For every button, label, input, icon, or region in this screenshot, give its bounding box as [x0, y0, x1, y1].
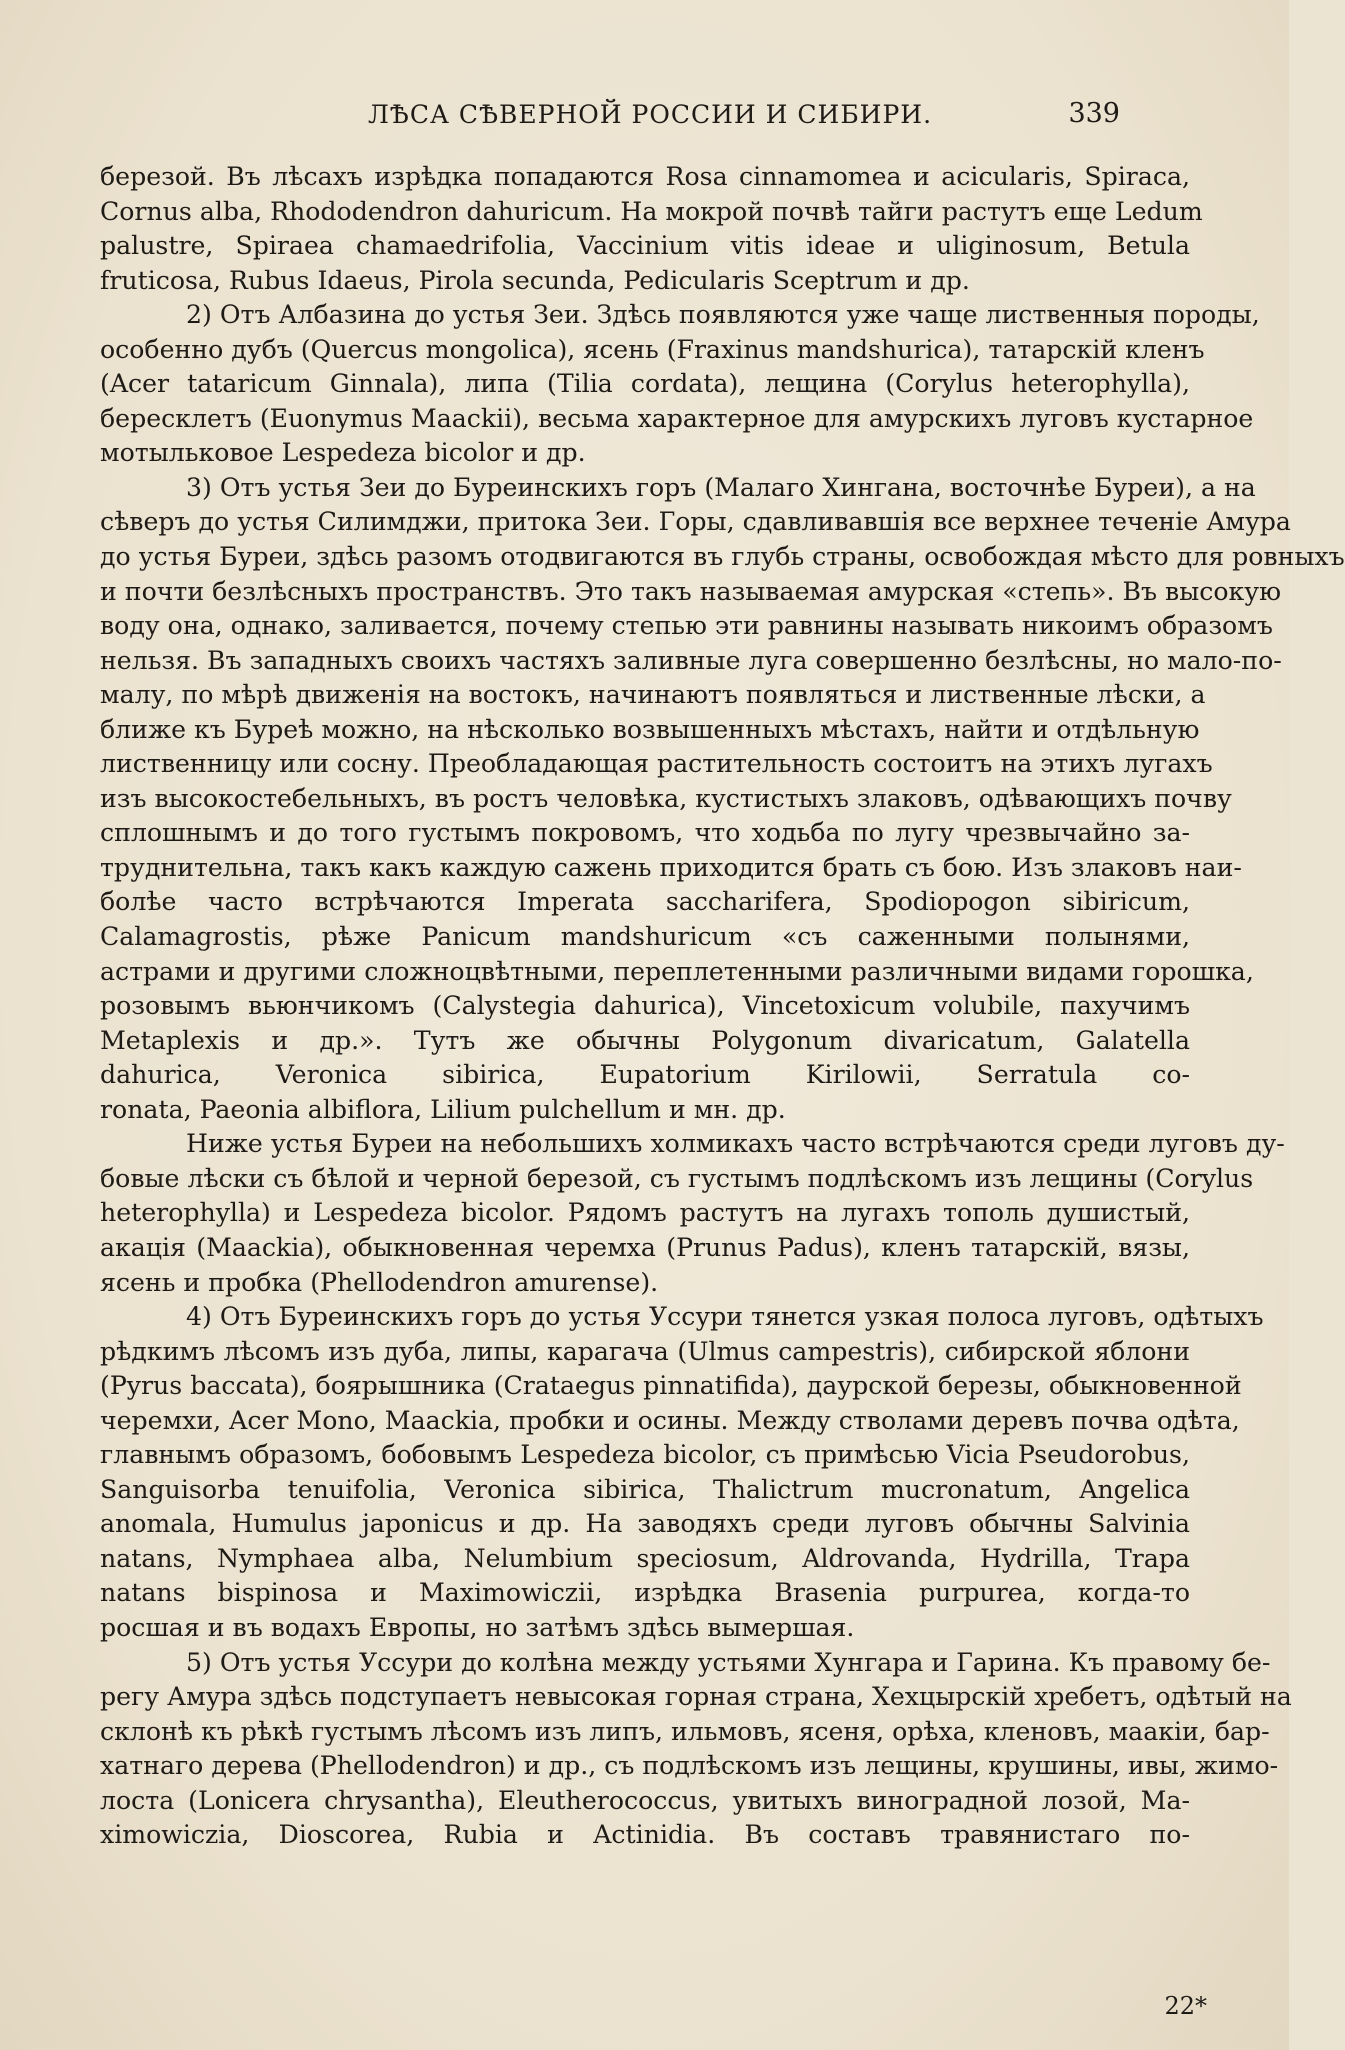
text-line: ximowiczia, Dioscorea, Rubia и Actinidia. Въ составъ травянистаго по-: [100, 1820, 1190, 1850]
text-line: бересклетъ (Euonymus Maackii), весьма характерное для амурскихъ луговъ кустарное: [100, 403, 1254, 433]
text-line: хатнаго дерева (Phellodendron) и др., съ подлѣскомъ изъ лещины, крушины, ивы, жимо-: [100, 1751, 1279, 1781]
text-line: розовымъ вьюнчикомъ (Calystegia dahurica), Vincetoxicum volubile, пахучимъ: [100, 991, 1190, 1021]
text-line: до устья Буреи, здѣсь разомъ отодвигаются въ глубь страны, освобождая мѣсто для ровныхъ: [100, 542, 1345, 572]
text-line: ближе къ Буреѣ можно, на нѣсколько возвышенныхъ мѣстахъ, найти и отдѣльную: [100, 714, 1200, 744]
text-line: Calamagrostis, рѣже Panicum mandshuricum «съ саженными полынями,: [100, 922, 1190, 952]
text-line: fruticosa, Rubus Idaeus, Pirola secunda, Pedicularis Sceptrum и др.: [100, 265, 970, 295]
text-line: heterophylla) и Lespedeza bicolor. Рядомъ растутъ на лугахъ тополь душистый,: [100, 1198, 1190, 1228]
text-line: главнымъ образомъ, бобовымъ Lespedeza bicolor, съ примѣсью Vicia Pseudorobus,: [100, 1440, 1190, 1470]
text-line: черемхи, Acer Mono, Maackia, пробки и осины. Между стволами деревъ почва одѣта,: [100, 1405, 1240, 1435]
text-line: natans bispinosa и Maximowiczii, изрѣдка Brasenia purpurea, когда-то: [100, 1578, 1190, 1608]
text-line: Sanguisorba tenuifolia, Veronica sibirica, Thalictrum mucronatum, Angelica: [100, 1474, 1190, 1504]
text-line: anomala, Humulus japonicus и др. На заводяхъ среди луговъ обычны Salvinia: [100, 1509, 1190, 1539]
text-line: 4) Отъ Буреинскихъ горъ до устья Уссури тянется узкая полоса луговъ, одѣтыхъ: [186, 1302, 1264, 1332]
text-line: лиственницу или сосну. Преобладающая растительность состоитъ на этихъ лугахъ: [100, 749, 1213, 779]
text-line: (Acer tataricum Ginnala), липа (Tilia cordata), лещина (Corylus heterophylla),: [100, 369, 1190, 399]
text-line: склонѣ къ рѣкѣ густымъ лѣсомъ изъ липъ, ильмовъ, ясеня, орѣха, кленовъ, маакіи, бар-: [100, 1716, 1270, 1746]
text-line: 5) Отъ устья Уссури до колѣна между устьями Хунгара и Гарина. Къ правому бе-: [186, 1647, 1271, 1677]
text-line: астрами и другими сложноцвѣтными, переплетенными различными видами горошка,: [100, 956, 1254, 986]
text-line: natans, Nymphaea alba, Nelumbium speciosum, Aldrovanda, Hydrilla, Trapa: [100, 1543, 1190, 1573]
text-line: Ниже устья Буреи на небольшихъ холмикахъ часто встрѣчаются среди луговъ ду-: [186, 1129, 1285, 1159]
running-head: [180, 100, 1120, 140]
text-line: 3) Отъ устья Зеи до Буреинскихъ горъ (Малаго Хингана, восточнѣе Буреи), а на: [186, 472, 1256, 502]
page-number: 339: [1068, 98, 1120, 129]
text-line: (Pyrus baccata), боярышника (Crataegus pinnatifida), даурской березы, обыкновенной: [100, 1371, 1242, 1401]
body-text: [100, 160, 1345, 1853]
text-line: березой. Въ лѣсахъ изрѣдка попадаются Rosa cinnamomea и acicularis, Spiraca,: [100, 162, 1190, 191]
text-line: сѣверъ до устья Силимджи, притока Зеи. Горы, сдавливавшія все верхнее теченіе Амура: [100, 507, 1291, 537]
text-line: болѣе часто встрѣчаются Imperata saccharifera, Spodiopogon sibiricum,: [100, 887, 1190, 917]
text-line: ronata, Paeonia albiflora, Lilium pulchellum и мн. др.: [100, 1094, 786, 1124]
text-line: труднительна, такъ какъ каждую сажень приходится брать съ бою. Изъ злаковъ наи-: [100, 852, 1242, 882]
text-line: ясень и пробка (Phellodendron amurense).: [100, 1267, 659, 1297]
text-line: и почти безлѣсныхъ пространствъ. Это такъ называемая амурская «степь». Въ высокую: [100, 576, 1282, 606]
text-line: воду она, однако, заливается, почему степью эти равнины называть никоимъ образомъ: [100, 611, 1273, 641]
text-line: dahurica, Veronica sibirica, Eupatorium Kirilowii, Serratula co-: [100, 1060, 1190, 1090]
text-line: росшая и въ водахъ Европы, но затѣмъ здѣсь вымершая.: [100, 1612, 855, 1642]
text-line: 2) Отъ Албазина до устья Зеи. Здѣсь появляются уже чаще лиственныя породы,: [186, 300, 1260, 330]
text-line: palustre, Spiraea chamaedrifolia, Vaccinium vitis ideae и uliginosum, Betula: [100, 231, 1190, 261]
text-line: сплошнымъ и до того густымъ покровомъ, что ходьба по лугу чрезвычайно за-: [100, 818, 1190, 848]
text-line: лоста (Lonicera chrysantha), Eleutherococcus, увитыхъ виноградной лозой, Ma-: [100, 1785, 1190, 1815]
text-line: мотыльковое Lespedeza bicolor и др.: [100, 438, 586, 468]
signature-mark: 22*: [1164, 1992, 1207, 2020]
text-line: изъ высокостебельныхъ, въ ростъ человѣка, кустистыхъ злаковъ, одѣвающихъ почву: [100, 783, 1232, 813]
text-line: регу Амура здѣсь подступаетъ невысокая горная страна, Хехцырскій хребетъ, одѣтый на: [100, 1682, 1292, 1712]
text-line: Cornus alba, Rhododendron dahuricum. На мокрой почвѣ тайги растутъ еще Ledum: [100, 196, 1203, 226]
text-line: особенно дубъ (Quercus mongolica), ясень (Fraxinus mandshurica), татарскій кленъ: [100, 334, 1205, 364]
running-title: ЛѢСА СѢВЕРНОЙ РОССИИ И СИБИРИ.: [367, 100, 933, 129]
text-line: акація (Maackia), обыкновенная черемха (Prunus Padus), кленъ татарскій, вязы,: [100, 1232, 1190, 1262]
text-line: Metaplexis и др.». Тутъ же обычны Polygonum divaricatum, Galatella: [100, 1025, 1190, 1055]
text-line: бовые лѣски съ бѣлой и черной березой, съ густымъ подлѣскомъ изъ лещины (Corylus: [100, 1163, 1254, 1193]
text-line: рѣдкимъ лѣсомъ изъ дуба, липы, карагача (Ulmus campestris), сибирской яблони: [100, 1336, 1190, 1366]
text-line: малу, по мѣрѣ движенія на востокъ, начинаютъ появляться и лиственные лѣски, а: [100, 680, 1206, 710]
text-line: нельзя. Въ западныхъ своихъ частяхъ заливные луга совершенно безлѣсны, но мало-по-: [100, 645, 1282, 675]
